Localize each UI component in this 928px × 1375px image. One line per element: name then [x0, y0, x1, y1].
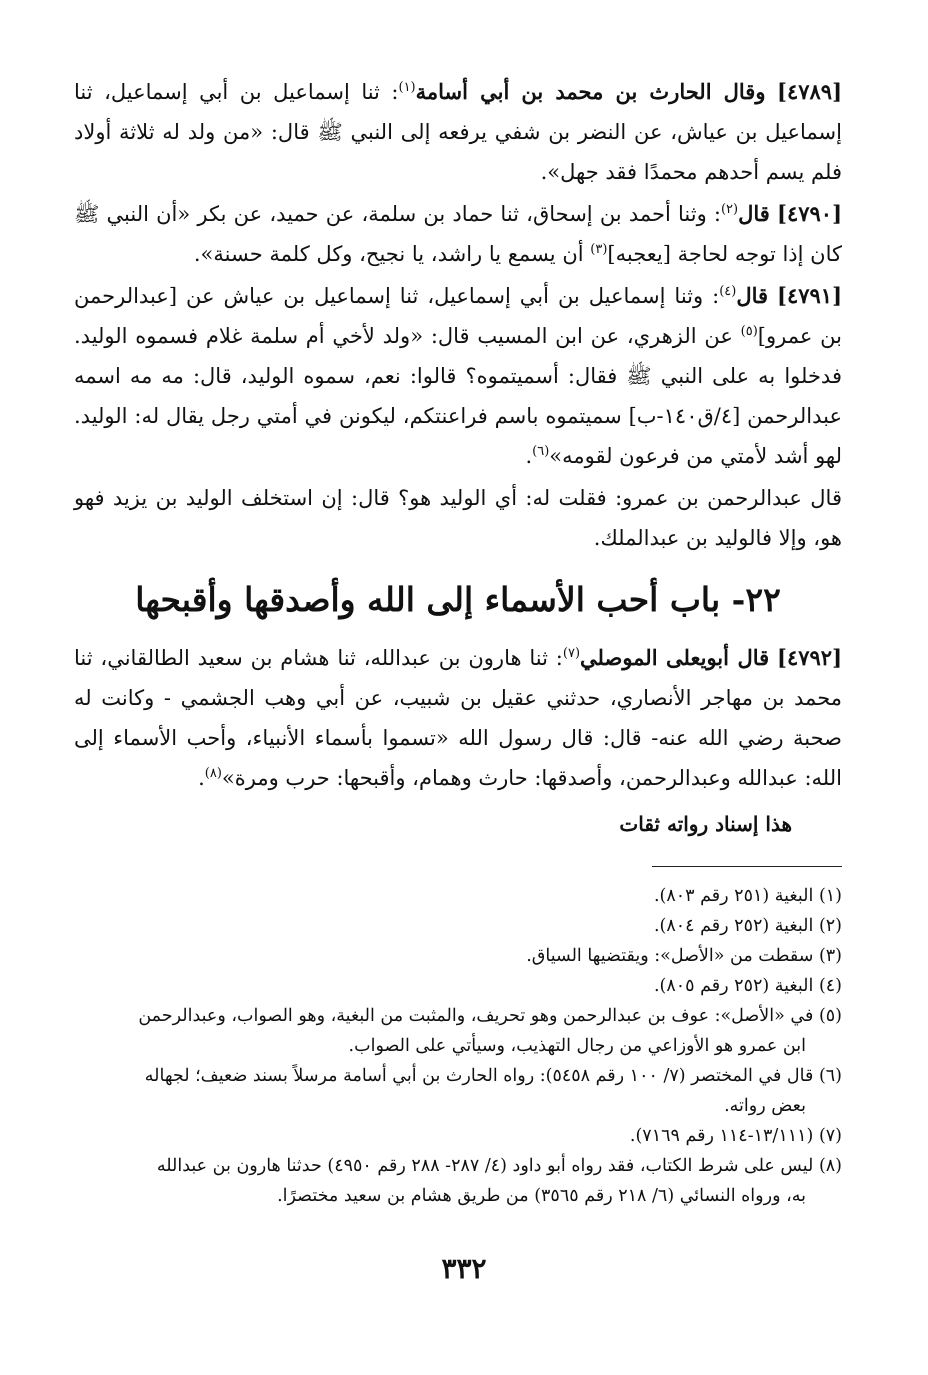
- footnotes: [74, 881, 842, 1211]
- hadith-4791: [74, 276, 842, 476]
- footnote: [74, 881, 842, 911]
- footnote-text: في «الأصل»: عوف بن عبدالرحمن وهو تحريف، والمثبت من البغية، وهو الصواب، وعبدالرحمن: [138, 1006, 814, 1026]
- footnote-text: البغية (٢٥٢ رقم ٨٠٥).: [653, 976, 814, 996]
- hadith-number: [٤٧٩١]: [777, 283, 842, 308]
- hadith-text: : ثنا إسماعيل بن أبي إسماعيل، ثنا إسماعيل بن عياش، عن النضر بن شفي يرفعه إلى النبي ﷺ قال: «من ولد له ثلاثة أولاد فلم يسم أحدهم محمدًا فقد جهل».: [74, 80, 842, 184]
- hadith-number: [٤٧٨٩]: [777, 79, 842, 104]
- hadith-text: أن يسمع يا راشد، يا نجيح، وكل كلمة حسنة».: [193, 242, 591, 266]
- footnote-label: (٢): [818, 916, 842, 936]
- footnote-continuation: بعض رواته.: [724, 1096, 806, 1116]
- footnote-ref[interactable]: (٤): [719, 284, 737, 299]
- footnote: [74, 1061, 842, 1091]
- hadith-4790: [74, 194, 842, 274]
- page-number: ٣٣٢: [441, 1252, 487, 1285]
- footnote-label: (٥): [818, 1006, 842, 1026]
- footnote-ref[interactable]: (٦): [532, 444, 550, 459]
- hadith-lead: وقال الحارث بن محمد بن أبي أسامة: [415, 79, 766, 104]
- footnote: [74, 1151, 842, 1181]
- hadith-text: عن الزهري، عن ابن المسيب قال: «ولد لأخي أم سلمة غلام فسموه الوليد. فدخلوا به على النبي ﷺ فقال: أسميتموه؟ قالوا: نعم، سموه الوليد، قال: مه مه اسمه عبدالرحمن [٤/ق١٤٠-ب] سميتموه باسم فراعنتكم، ليكونن في أمتي رجل يقال له: الوليد. لهو أشد لأمتي من فرعون لقومه»: [74, 324, 842, 468]
- hadith-4792: [74, 638, 842, 798]
- footnote: [74, 911, 842, 941]
- hadith-text: : وثنا أحمد بن إسحاق، ثنا حماد بن سلمة، عن حميد، عن بكر «أن النبي ﷺ كان إذا توجه لحاجة [يعجبه]: [74, 202, 842, 266]
- hadith-lead: قال: [738, 201, 770, 226]
- isnad-note: هذا إسناد رواته ثقات: [619, 812, 792, 836]
- hadith-text: : وثنا إسماعيل بن أبي إسماعيل، ثنا إسماعيل بن عياش عن [عبدالرحمن بن عمرو]: [74, 284, 842, 348]
- footnote: [74, 941, 842, 971]
- hadith-text: .: [525, 444, 533, 468]
- footnote-ref[interactable]: (٥): [740, 324, 758, 339]
- footnote: [74, 971, 842, 1001]
- footnote: [74, 1121, 842, 1151]
- footnote-label: (١): [818, 886, 842, 906]
- hadith-4791-note: قال عبدالرحمن بن عمرو: فقلت له: أي الوليد هو؟ قال: إن استخلف الوليد بن يزيد فهو هو، وإلا فالوليد بن عبدالملك.: [74, 486, 842, 550]
- footnote-continuation: به، ورواه النسائي (٦/ ٢١٨ رقم ٣٥٦٥) من طريق هشام بن سعيد مختصرًا.: [277, 1186, 806, 1206]
- footnote-text: سقطت من «الأصل»: ويقتضيها السياق.: [526, 946, 814, 966]
- footnote-text: ليس على شرط الكتاب، فقد رواه أبو داود (٤/ ٢٨٧- ٢٨٨ رقم ٤٩٥٠) حدثنا هارون بن عبدالله: [156, 1156, 814, 1176]
- hadith-4789: [74, 72, 842, 192]
- hadith-text: .: [198, 766, 205, 790]
- footnote-ref[interactable]: (٣): [590, 242, 608, 257]
- footnote-text: قال في المختصر (٧/ ١٠٠ رقم ٥٤٥٨): رواه الحارث بن أبي أسامة مرسلاً بسند ضعيف؛ لجهاله: [144, 1066, 814, 1086]
- footnote-divider: [652, 866, 842, 867]
- footnote-label: (٨): [818, 1156, 842, 1176]
- footnote-label: (٣): [818, 946, 842, 966]
- hadith-text: : ثنا هارون بن عبدالله، ثنا هشام بن سعيد الطالقاني، ثنا محمد بن مهاجر الأنصاري، حدثني عقيل بن شبيب، عن أبي وهب الجشمي - وكانت له صحبة رضي الله عنه- قال: قال رسول الله «تسموا بأسماء الأنبياء، وأحب الأسماء إلى الله: عبدالله وعبدالرحمن، وأصدقها: حارث وهمام، وأقبحها: حرب ومرة»: [74, 646, 842, 790]
- footnote-text: البغية (٢٥١ رقم ٨٠٣).: [653, 886, 814, 906]
- footnote-label: (٤): [818, 976, 842, 996]
- footnote: [74, 1001, 842, 1031]
- footnote-continuation: ابن عمرو هو الأوزاعي من رجال التهذيب، وسيأتي على الصواب.: [348, 1036, 806, 1056]
- chapter-heading: ٢٢- باب أحب الأسماء إلى الله وأصدقها وأقبحها: [135, 580, 781, 619]
- hadith-number: [٤٧٩٠]: [777, 201, 842, 226]
- footnote-ref[interactable]: (٢): [720, 202, 739, 217]
- hadith-lead: قال: [736, 283, 769, 308]
- footnote-ref[interactable]: (٨): [204, 766, 222, 781]
- hadith-number: [٤٧٩٢]: [777, 645, 842, 670]
- hadith-lead: قال أبويعلى الموصلي: [580, 645, 770, 670]
- footnote-text: (١٣/١١١-١١٤ رقم ٧١٦٩).: [629, 1126, 814, 1146]
- footnote-label: (٧): [818, 1126, 842, 1146]
- footnote-text: البغية (٢٥٢ رقم ٨٠٤).: [653, 916, 814, 936]
- footnote-label: (٦): [818, 1066, 842, 1086]
- footnote-ref[interactable]: (٧): [562, 646, 581, 661]
- footnote-ref[interactable]: (١): [398, 80, 416, 95]
